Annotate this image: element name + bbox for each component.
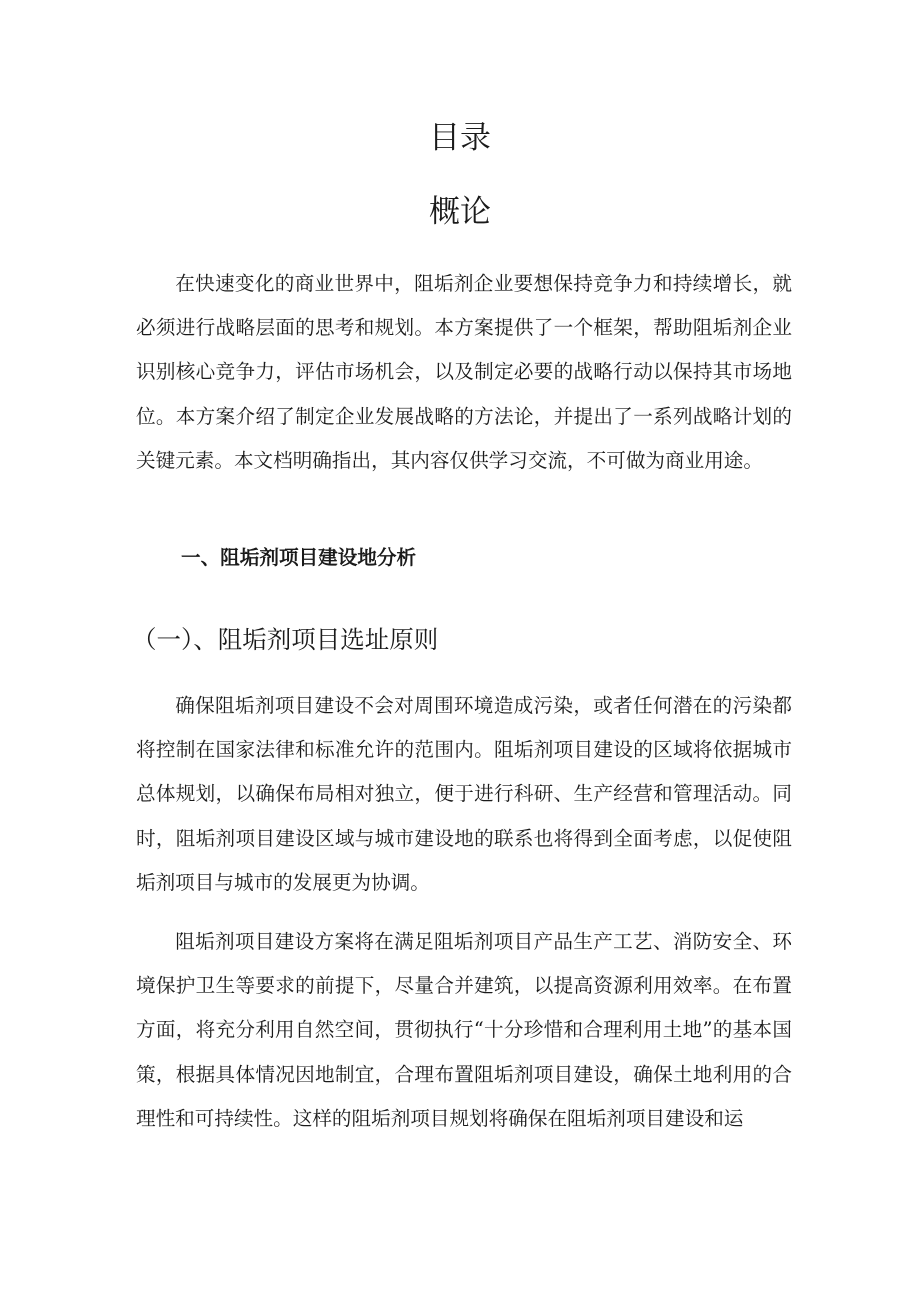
intro-paragraph: 在快速变化的商业世界中，阻垢剂企业要想保持竞争力和持续增长，就必须进行战略层面的思考和规划。本方案提供了一个框架，帮助阻垢剂企业识别核心竞争力，评估市场机会，以及制定必要的战略行动以保持其市场地位。本方案介绍了制定企业发展战略的方法论，并提出了一系列战略计划的关键元素。本文档明确指出，其内容仅供学习交流，不可做为商业用途。 [136, 272, 792, 472]
body-paragraph: 确保阻垢剂项目建设不会对周围环境造成污染，或者任何潜在的污染都将控制在国家法律和标准允许的范围内。阻垢剂项目建设的区域将依据城市总体规划，以确保布局相对独立，便于进行科研、生产经营和管理活动。同时，阻垢剂项目建设区域与城市建设地的联系也将得到全面考虑，以促使阻垢剂项目与城市的发展更为协调。 [136, 694, 792, 894]
body-paragraph: 阻垢剂项目建设方案将在满足阻垢剂项目产品生产工艺、消防安全、环境保护卫生等要求的前提下，尽量合并建筑，以提高资源利用效率。在布置方面，将充分利用自然空间，贯彻执行“十分珍惜和合理利用土地”的基本国策，根据具体情况因地制宜，合理布置阻垢剂项目建设，确保土地利用的合理性和可持续性。这样的阻垢剂项目规划将确保在阻垢剂项目建设和运 [136, 930, 792, 1130]
subsection-heading: （一）、阻垢剂项目选址原则 [132, 625, 439, 654]
section-heading: 一、阻垢剂项目建设地分析 [181, 546, 417, 569]
document-title: 目录 [429, 120, 491, 156]
document-subtitle: 概论 [429, 194, 491, 230]
